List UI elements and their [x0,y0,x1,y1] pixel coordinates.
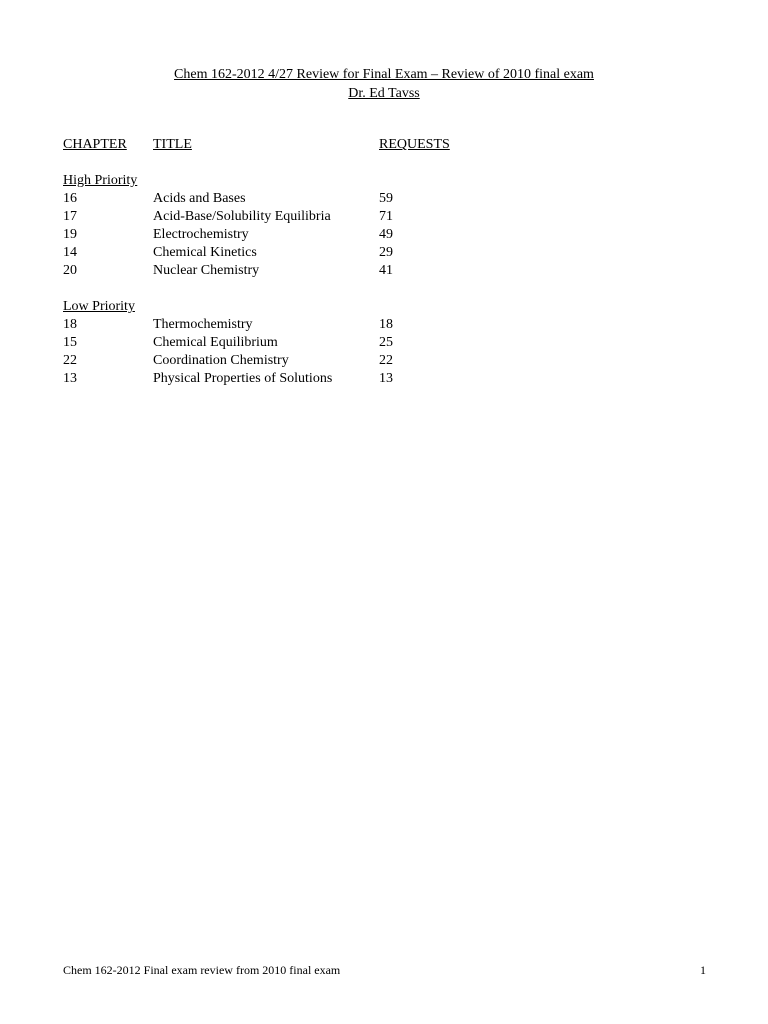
row-chapter: 22 [63,353,77,368]
row-chapter: 16 [63,191,77,206]
row-chapter: 13 [63,371,77,386]
row-requests: 71 [379,209,393,224]
page-number: 1 [700,963,706,977]
row-title: Thermochemistry [153,317,253,332]
row-title: Chemical Kinetics [153,245,257,260]
row-title: Chemical Equilibrium [153,335,278,350]
row-chapter: 14 [63,245,77,260]
row-requests: 13 [379,371,393,386]
table-row [63,226,713,244]
header-requests: REQUESTS [379,137,450,152]
row-requests: 49 [379,227,393,242]
row-requests: 18 [379,317,393,332]
row-requests: 22 [379,353,393,368]
row-requests: 25 [379,335,393,350]
table-row [63,244,713,262]
row-title: Acid-Base/Solubility Equilibria [153,209,331,224]
row-chapter: 20 [63,263,77,278]
row-chapter: 19 [63,227,77,242]
row-title: Physical Properties of Solutions [153,371,333,386]
priority-table [63,136,713,388]
table-row [63,208,713,226]
row-requests: 41 [379,263,393,278]
section-label-low-priority: Low Priority [63,299,135,314]
table-row [63,262,713,280]
row-requests: 29 [379,245,393,260]
row-chapter: 18 [63,317,77,332]
row-title: Nuclear Chemistry [153,263,260,278]
row-requests: 59 [379,191,393,206]
spacer [63,280,713,298]
document-author: Dr. Ed Tavss [348,86,420,101]
row-chapter: 17 [63,209,77,224]
table-row [63,352,713,370]
row-title: Coordination Chemistry [153,353,289,368]
table-row [63,190,713,208]
row-title: Acids and Bases [153,191,246,206]
document-title: Chem 162-2012 4/27 Review for Final Exam – Review of 2010 final exam [174,67,594,82]
document-header [0,65,768,103]
header-chapter: CHAPTER [63,137,127,152]
row-chapter: 15 [63,335,77,350]
row-title: Electrochemistry [153,227,249,242]
footer-text: Chem 162-2012 Final exam review from 2010 final exam [63,963,341,977]
header-title: TITLE [153,137,192,152]
table-row [63,334,713,352]
spacer [63,154,713,172]
table-row [63,316,713,334]
section-label-high-priority: High Priority [63,173,138,188]
table-row [63,370,713,388]
table-header-row [63,136,713,154]
